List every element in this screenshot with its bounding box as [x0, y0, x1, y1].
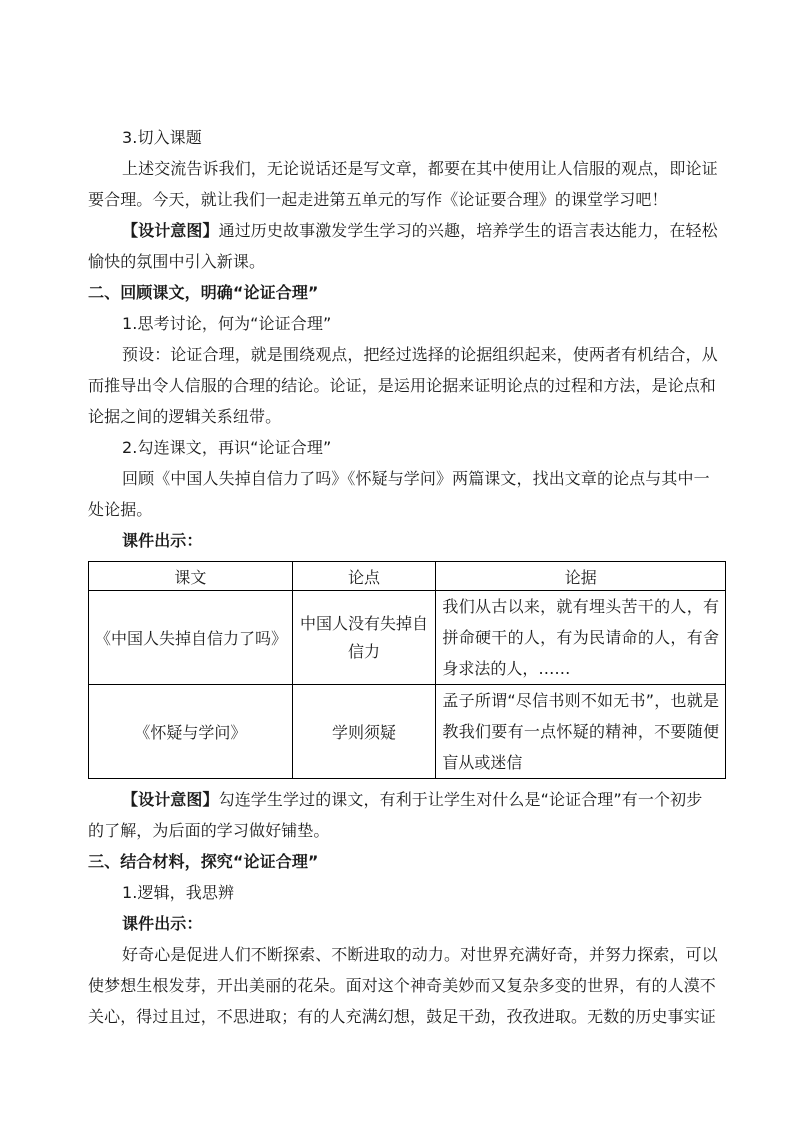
subheading-discussion: 1.思考讨论，何为“论证合理” [122, 314, 332, 333]
subheading-link-texts: 2.勾连课文，再识“论证合理” [122, 438, 332, 457]
table-cell-text: 《怀疑与学问》 [89, 685, 293, 779]
table-cell-evidence: 我们从古以来，就有埋头苦干的人，有拼命硬干的人，有为民请命的人，有舍身求法的人，…… [436, 591, 726, 685]
table-row [89, 685, 726, 779]
paragraph-line: 回顾《中国人失掉自信力了吗》《怀疑与学问》两篇课文，找出文章的论点与其中一 [122, 469, 710, 488]
section-heading-3: 三、结合材料，探究“论证合理” [88, 852, 319, 871]
subheading-topic-intro: 3.切入课题 [122, 128, 202, 147]
paragraph-line: 上述交流告诉我们，无论说话还是写文章，都要在其中使用让人信服的观点，即论证 [122, 159, 718, 178]
paragraph-line: 处论据。 [88, 500, 153, 519]
table-cell-point: 中国人没有失掉自信力 [292, 591, 436, 685]
table-header-cell: 论据 [436, 562, 726, 591]
paragraph-line: 的了解，为后面的学习做好铺垫。 [88, 821, 330, 840]
table-cell-text: 《中国人失掉自信力了吗》 [89, 591, 293, 685]
subheading-logic: 1.逻辑，我思辨 [122, 883, 235, 902]
design-intent-paragraph [122, 790, 760, 810]
table-header-cell: 课文 [89, 562, 293, 591]
table-cell-evidence: 孟子所谓“尽信书则不如无书”，也就是教我们要有一点怀疑的精神，不要随便盲从或迷信 [436, 685, 726, 779]
argument-table [88, 561, 726, 779]
design-intent-text: 勾连学生学过的课文，有利于让学生对什么是“论证合理”有一个初步 [218, 790, 703, 809]
table-row [89, 591, 726, 685]
paragraph-line: 要合理。今天，就让我们一起走进第五单元的写作《论证要合理》的课堂学习吧！ [88, 190, 668, 209]
design-intent-label: 【设计意图】 [122, 790, 219, 809]
section-heading-2: 二、回顾课文，明确“论证合理” [88, 283, 319, 302]
design-intent-label: 【设计意图】 [122, 221, 219, 240]
paragraph-line: 预设：论证合理，就是围绕观点，把经过选择的论据组织起来，使两者有机结合，从 [122, 345, 718, 364]
table-header-cell: 论点 [292, 562, 436, 591]
courseware-label: 课件出示： [122, 914, 203, 933]
paragraph-line: 使梦想生根发芽，开出美丽的花朵。面对这个神奇美妙而又复杂多变的世界，有的人漠不 [88, 976, 716, 995]
design-intent-text: 通过历史故事激发学生学习的兴趣，培养学生的语言表达能力，在轻松 [218, 221, 718, 240]
paragraph-line: 而推导出令人信服的合理的结论。论证，是运用论据来证明论点的过程和方法，是论点和 [88, 376, 716, 395]
paragraph-line: 论据之间的逻辑关系纽带。 [88, 407, 282, 426]
table-header-row [89, 562, 726, 591]
design-intent-paragraph [122, 221, 760, 241]
paragraph-line: 关心，得过且过，不思进取；有的人充满幻想，鼓足干劲，孜孜进取。无数的历史事实证 [88, 1007, 716, 1026]
courseware-label: 课件出示： [122, 531, 203, 550]
paragraph-line: 愉快的氛围中引入新课。 [88, 252, 266, 271]
paragraph-line: 好奇心是促进人们不断探索、不断进取的动力。对世界充满好奇，并努力探索，可以 [122, 945, 718, 964]
table-cell-point: 学则须疑 [292, 685, 436, 779]
